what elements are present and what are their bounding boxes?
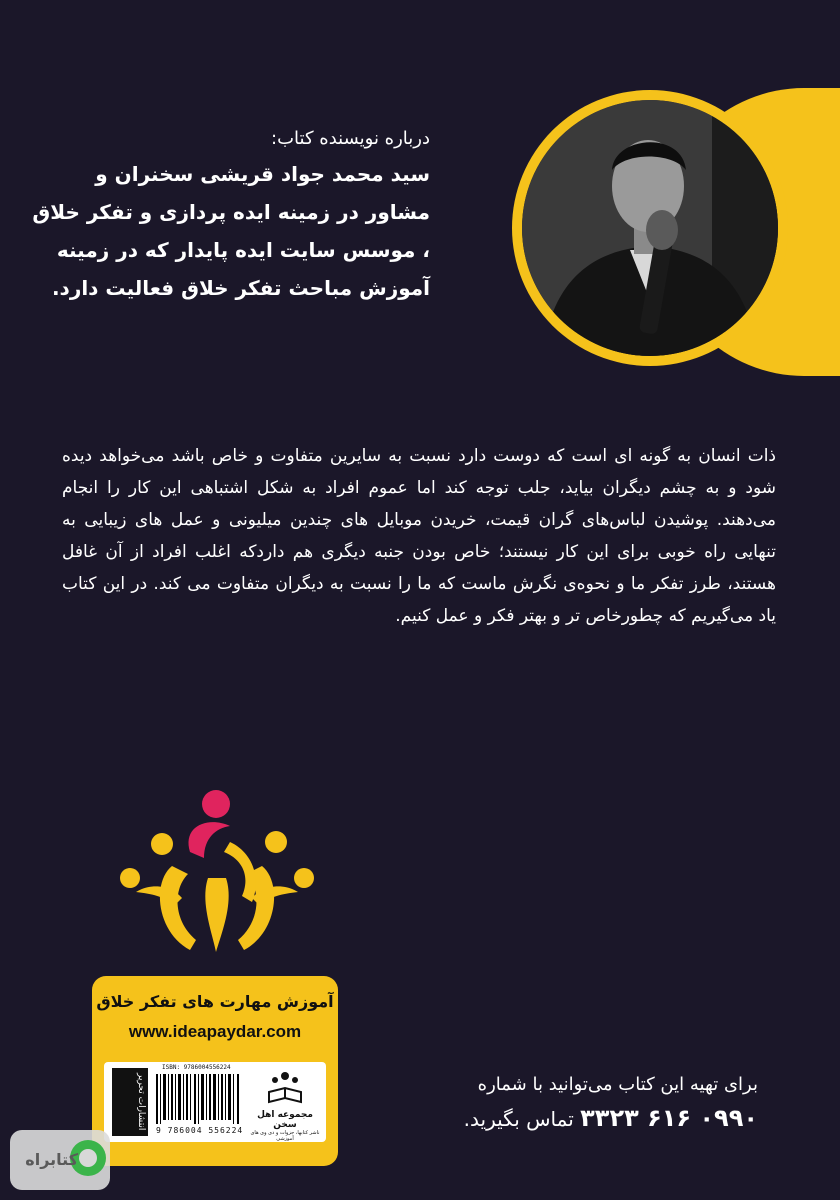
watermark-text: کتابراه: [25, 1150, 78, 1169]
ketabrah-watermark: [10, 1130, 110, 1190]
barcode-icon: [154, 1068, 244, 1124]
contact-section: [378, 1070, 758, 1137]
book-description: ذات انسان به گونه ای است که دوست دارد نسبت به سایرین متفاوت و خاص باشد می‌خواهد دیده شود و به چشم دیگران بیاید، جلب توجه کند اما عموم افراد به شکل اشتباهی این کار را انجام می‌دهند. پوشیدن لباس‌های گران قیمت، خریدن موبایل های چندین میلیونی و عمل های زیبایی به تنهایی راه خوبی برای این کار نیستند؛ خاص بودن جنبه دیگری هم داردکه اغلب افراد از آن غافل هستند، طرز تفکر ما و نحوه‌ی نگرش ماست که ما را نسبت به دیگران متفاوت می کند. در این کتاب یاد می‌گیریم که چطورخاص تر و بهتر فکر و عمل کنیم.: [62, 446, 776, 626]
isbn-number: 9 786004 556224: [156, 1126, 244, 1135]
author-photo: [522, 100, 778, 356]
partner-tagline: ناشر کتابها، جزوات و دی وی های آموزشی: [250, 1130, 320, 1142]
author-bio: سید محمد جواد قریشی سخنران و مشاور در زمینه ایده پردازی و تفکر خلاق ، موسس سایت ایده پایدار که در زمینه آموزش مباحث تفکر خلاق فعالیت دارد.: [32, 162, 430, 300]
isbn-text: ISBN: 9786004556224: [162, 1064, 231, 1071]
author-section: [30, 128, 430, 307]
barcode-panel: [104, 1062, 326, 1142]
author-silhouette-icon: [522, 100, 778, 356]
phone-number[interactable]: ۰۹۹۰ ۶۱۶ ۳۳۲۳: [580, 1104, 758, 1132]
product-label: [92, 976, 338, 1166]
contact-line: [378, 1100, 758, 1137]
book-readers-icon: [265, 1070, 305, 1106]
contact-intro: برای تهیه این کتاب می‌توانید با شماره: [477, 1074, 758, 1095]
contact-suffix: تماس بگیرید.: [463, 1107, 574, 1131]
author-heading: درباره نویسنده کتاب:: [271, 128, 430, 149]
website-url[interactable]: www.ideapaydar.com: [128, 1022, 302, 1041]
partner-logo: [250, 1070, 320, 1142]
publisher-logo: انتشارات تحریر: [112, 1068, 148, 1136]
partner-name: مجموعه اهل سخن: [257, 1110, 313, 1130]
idea-bulb-logo-icon: [112, 782, 322, 982]
label-title: آموزش مهارت های تفکر خلاق: [96, 992, 334, 1011]
